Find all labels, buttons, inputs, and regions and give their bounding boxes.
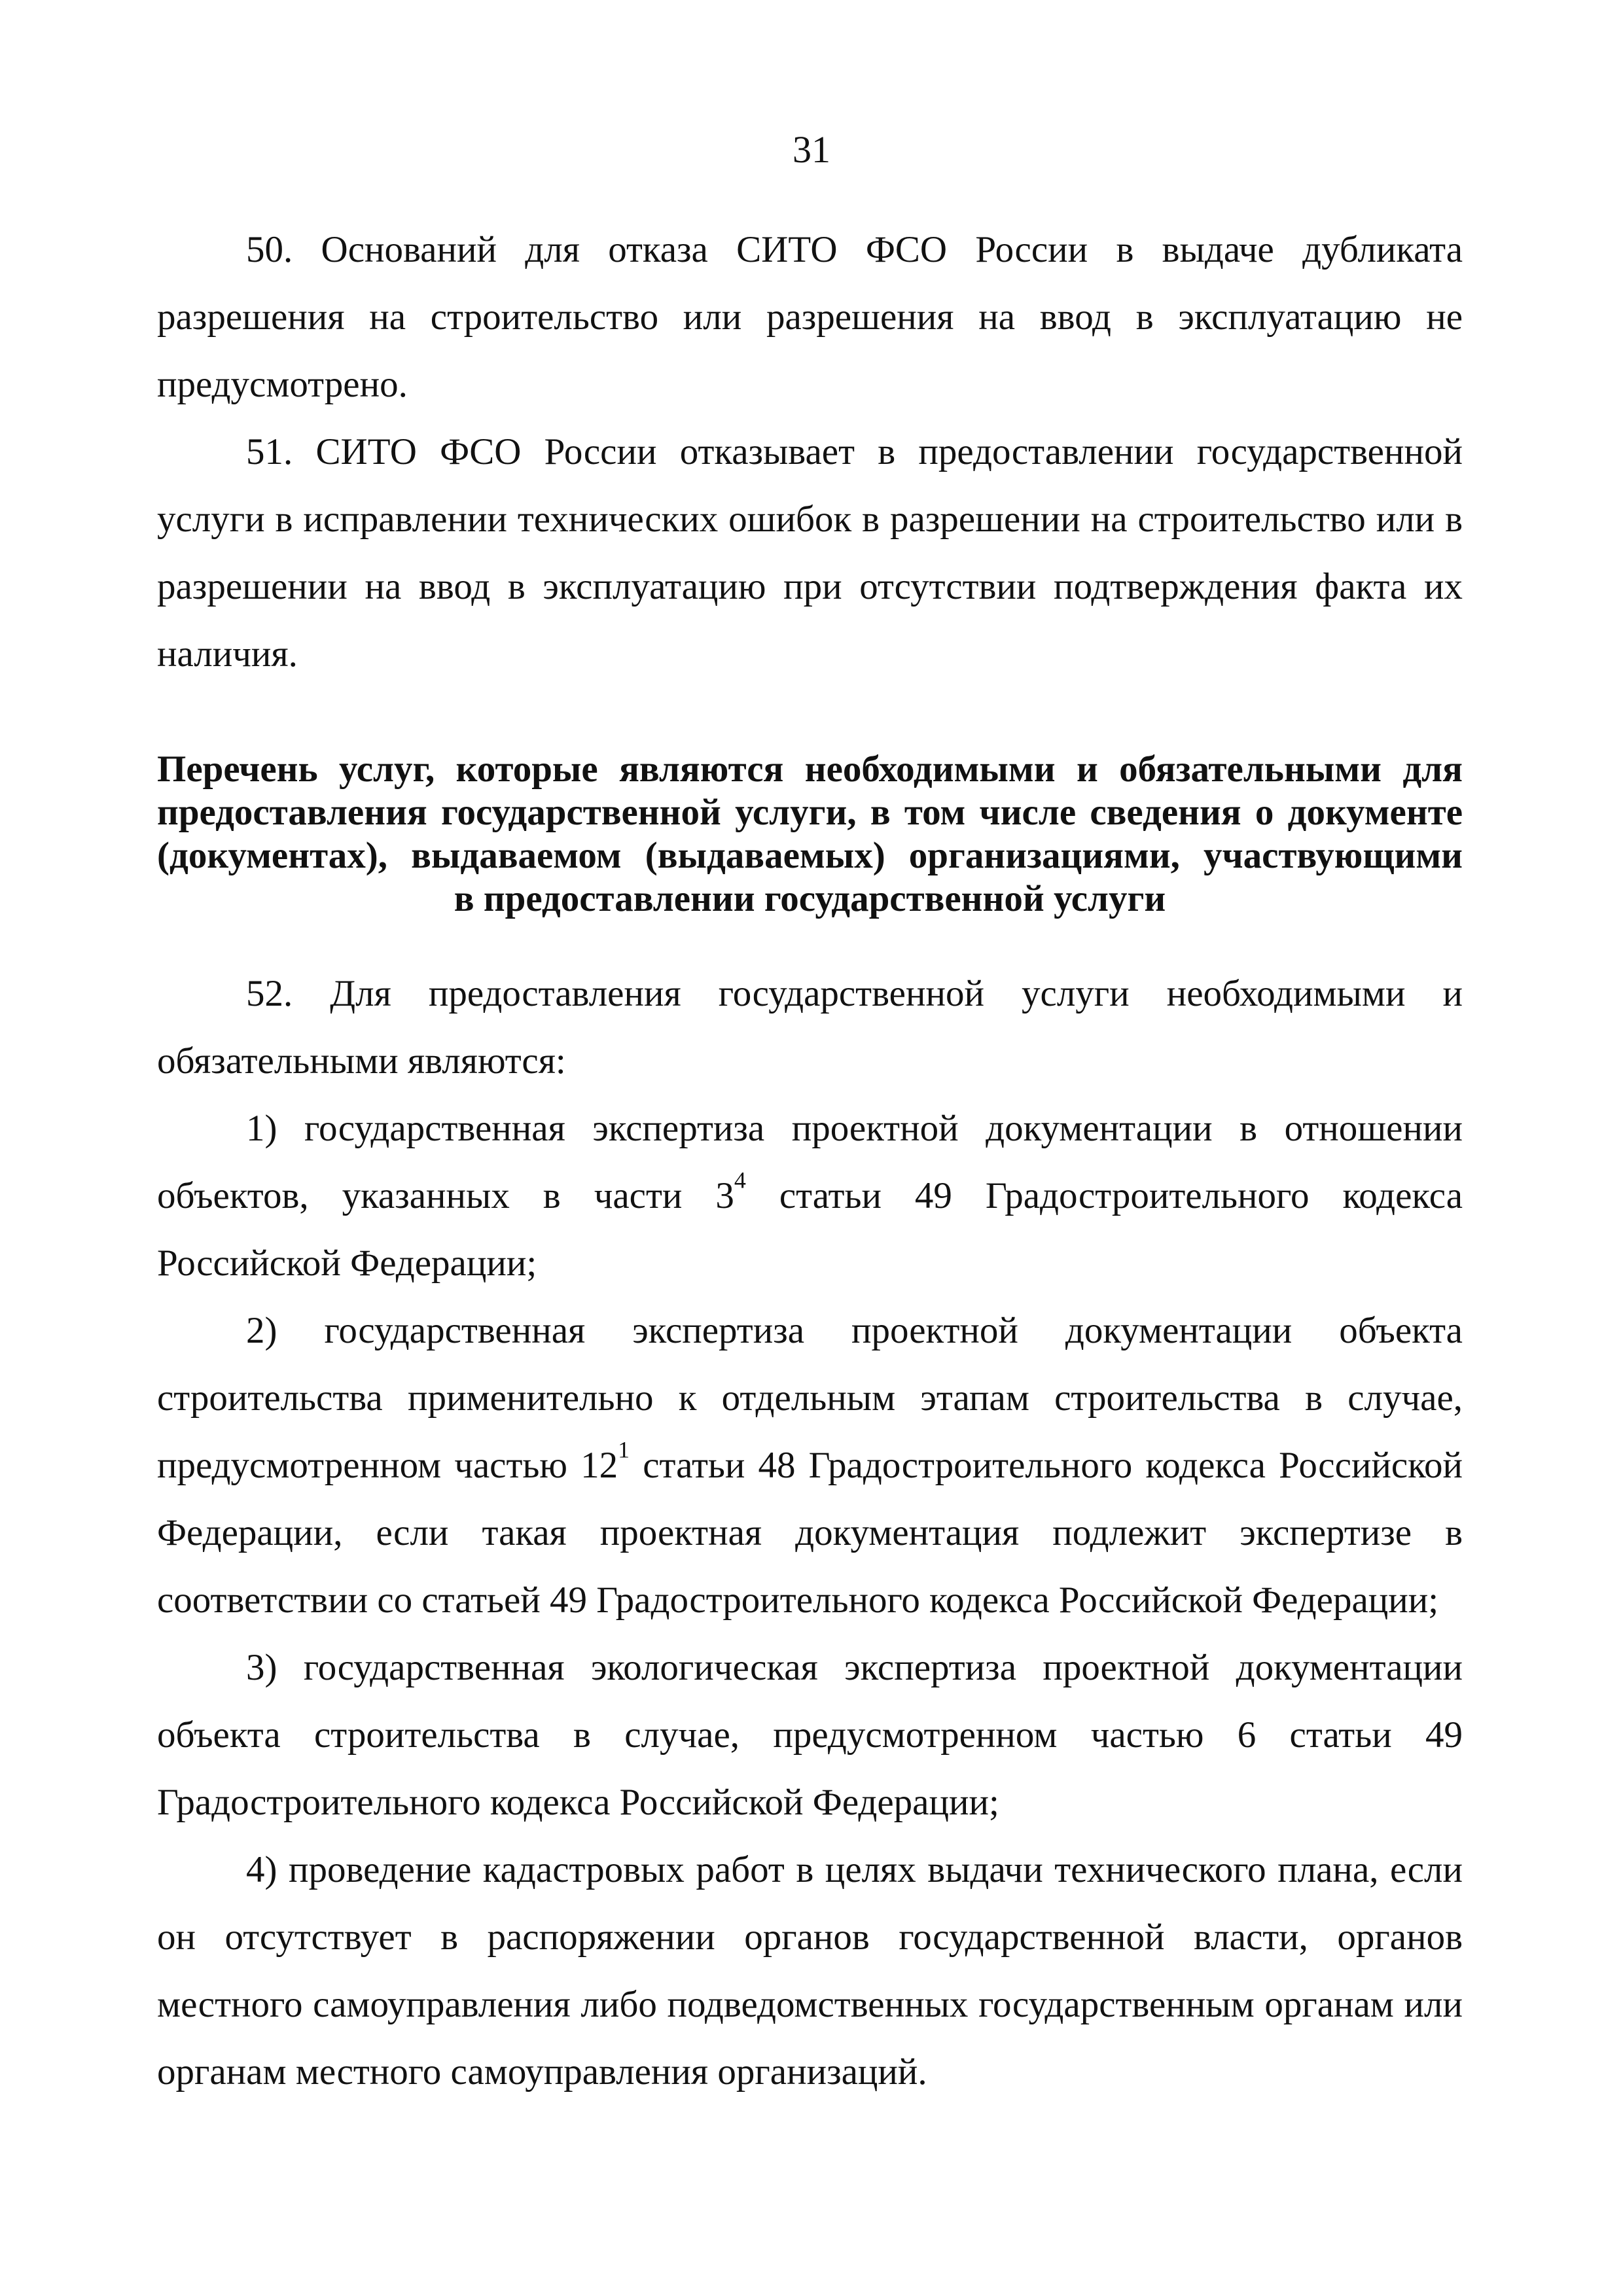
list-item-3: 3) государственная экологическая экспертиза проектной документации объекта строительства в случае, предусмотренном частью 6 статьи 49 Градостроительного кодекса Российской Федерации; — [157, 1647, 1463, 1823]
list-item-1-text-end: статьи 49 Градостроительного кодекса Российской Федерации; — [157, 1175, 1463, 1284]
paragraph-52-intro: 52. Для предоставления государственной услуги необходимыми и обязательными являются: — [157, 973, 1463, 1082]
list-item-2-superscript: 1 — [618, 1436, 630, 1463]
list-item-4: 4) проведение кадастровых работ в целях выдачи технического плана, если он отсутствует в распоряжении органов государственной власти, органов местного самоуправления либо подведомственных государственным органам или органам местного самоуправления организаций. — [157, 1849, 1463, 2093]
list-item-2-text-end: статьи 48 Градостроительного кодекса Российской Федерации, если такая проектная документация подлежит экспертизе в соответствии со статьей 49 Градостроительного кодекса Российской Федерации; — [157, 1445, 1463, 1621]
heading-line-4: в предоставлении государственной услуги — [454, 878, 1166, 919]
list-item-2-text: 2) государственная экспертиза проектной документации объекта строительства применительно к отдельным этапам строительства в случае, предусмотренном частью 12 — [157, 1310, 1463, 1486]
list-item-1 — [157, 1095, 1463, 1297]
paragraph-51: 51. СИТО ФСО России отказывает в предоставлении государственной услуги в исправлении технических ошибок в разрешении на строительство или в разрешении на ввод в эксплуатацию при отсутствии подтверждения факта их наличия. — [157, 431, 1463, 675]
list-item-2 — [157, 1297, 1463, 1634]
page-number: 31 — [793, 128, 830, 171]
section-heading — [157, 748, 1463, 921]
document-body — [157, 216, 1463, 2106]
list-item-1-superscript: 4 — [734, 1167, 746, 1193]
heading-line-2: предоставления государственной услуги, в том числе сведения о документе — [157, 792, 1463, 833]
paragraph-50: 50. Оснований для отказа СИТО ФСО России в выдаче дубликата разрешения на строительство или разрешения на ввод в эксплуатацию не предусмотрено. — [157, 229, 1463, 405]
list-item-1-text: 1) государственная экспертиза проектной документации в отношении объектов, указанных в части 3 — [157, 1108, 1463, 1216]
heading-line-3: (документах), выдаваемом (выдаваемых) организациями, участвующими — [157, 835, 1463, 876]
heading-line-1: Перечень услуг, которые являются необходимыми и обязательными для — [157, 749, 1463, 790]
